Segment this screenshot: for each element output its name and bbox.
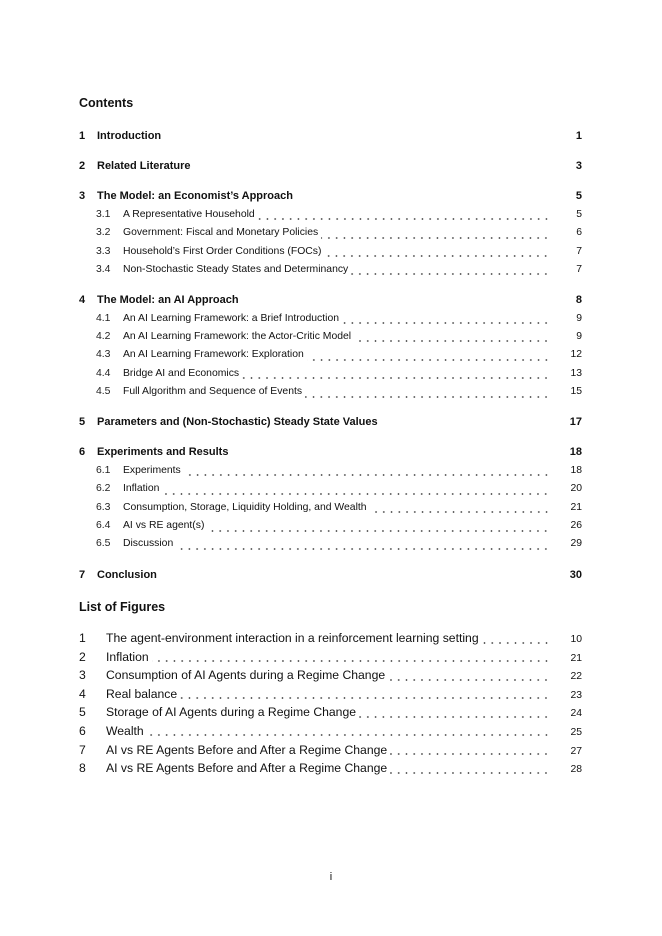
toc-subsection-entry[interactable] [79, 206, 582, 224]
entry-title[interactable]: Experiments and Results [97, 446, 229, 459]
entry-title[interactable]: Real balance [106, 686, 178, 701]
entry-number: 4.1 [96, 312, 111, 324]
leader-dots [342, 310, 550, 328]
entry-number: 5 [79, 416, 86, 429]
entry-title[interactable]: Full Algorithm and Sequence of Events [123, 386, 303, 398]
entry-number: 7 [79, 742, 86, 757]
toc-subsection-entry[interactable] [79, 328, 582, 346]
figure-entry[interactable] [79, 722, 582, 741]
figure-entry[interactable] [79, 741, 582, 760]
entry-number: 3 [79, 190, 86, 203]
entry-page: 8 [575, 294, 582, 307]
entry-page: 30 [569, 568, 582, 581]
entry-title[interactable]: Household’s First Order Conditions (FOCs) [123, 245, 322, 257]
entry-number: 2 [79, 649, 86, 664]
entry-number: 8 [79, 761, 86, 776]
entry-page: 18 [569, 446, 582, 459]
toc-subsection-entry[interactable] [79, 462, 582, 480]
entry-number: 4.4 [96, 367, 111, 379]
entry-page: 7 [576, 263, 582, 275]
entry-title[interactable]: Consumption, Storage, Liquidity Holding, and Wealth [123, 501, 367, 513]
entry-page: 29 [570, 538, 582, 550]
entry-title[interactable]: Bridge AI and Economics [123, 367, 240, 379]
entry-page: 25 [570, 726, 582, 738]
entry-page: 1 [575, 130, 582, 142]
leader-dots [184, 462, 550, 480]
entry-number: 4.5 [96, 386, 111, 398]
entry-page: 15 [570, 386, 582, 398]
entry-page: 6 [576, 227, 582, 239]
toc-subsection-entry[interactable] [79, 243, 582, 261]
toc-subsection-entry[interactable] [79, 365, 582, 383]
entry-title[interactable]: The Model: an AI Approach [97, 294, 239, 307]
leader-dots [354, 328, 550, 346]
list-of-figures [79, 629, 582, 778]
entry-title[interactable]: Storage of AI Agents during a Regime Change [106, 705, 357, 720]
figure-entry[interactable] [79, 648, 582, 667]
entry-page: 21 [570, 652, 582, 664]
entry-page: 7 [576, 245, 582, 257]
list-of-figures-heading: List of Figures [79, 600, 166, 614]
entry-title[interactable]: AI vs RE Agents Before and After a Regime Change [106, 761, 388, 776]
entry-title[interactable]: The Model: an Economist’s Approach [97, 190, 293, 203]
leader-dots [180, 685, 550, 704]
entry-title[interactable]: An AI Learning Framework: a Brief Introduction [123, 312, 340, 324]
entry-number: 6.1 [96, 464, 111, 476]
toc-subsection-entry[interactable] [79, 517, 582, 535]
figure-entry[interactable] [79, 629, 582, 648]
entry-title[interactable]: Inflation [106, 649, 149, 664]
entry-number: 3.3 [96, 245, 111, 257]
entry-number: 3.1 [96, 208, 111, 220]
entry-page: 18 [570, 464, 582, 476]
entry-title[interactable]: Introduction [97, 130, 162, 142]
entry-page: 5 [575, 190, 582, 203]
toc-subsection-entry[interactable] [79, 535, 582, 553]
toc-subsection-entry[interactable] [79, 383, 582, 401]
toc-section-entry[interactable] [79, 157, 582, 175]
leader-dots [482, 629, 550, 648]
leader-dots [162, 480, 550, 498]
entry-number: 6.2 [96, 483, 111, 495]
leader-dots [370, 499, 550, 517]
toc-subsection-entry[interactable] [79, 499, 582, 517]
entry-page: 9 [576, 312, 582, 324]
entry-page: 20 [570, 483, 582, 495]
entry-title[interactable]: The agent-environment interaction in a reinforcement learning setting [106, 631, 479, 645]
entry-number: 3.4 [96, 263, 111, 275]
leader-dots [176, 535, 550, 553]
toc-section-entry[interactable] [79, 291, 582, 309]
entry-number: 4 [79, 686, 86, 701]
leader-dots [242, 365, 550, 383]
leader-dots [307, 346, 550, 364]
leader-dots [321, 224, 550, 242]
entry-page: 12 [570, 349, 582, 361]
entry-page: 27 [570, 745, 582, 757]
entry-page: 26 [570, 520, 582, 532]
figure-entry[interactable] [79, 703, 582, 722]
entry-number: 6 [79, 723, 86, 738]
toc-subsection-entry[interactable] [79, 346, 582, 364]
leader-dots [351, 261, 550, 279]
entry-title[interactable]: Inflation [123, 483, 160, 495]
leader-dots [152, 648, 550, 667]
entry-number: 4.2 [96, 330, 111, 342]
entry-number: 6 [79, 446, 86, 459]
page-number: i [329, 871, 333, 883]
entry-title[interactable]: AI vs RE agent(s) [123, 520, 205, 532]
entry-page: 28 [570, 764, 582, 776]
toc-section-entry[interactable] [79, 187, 582, 205]
entry-page: 17 [569, 416, 582, 429]
leader-dots [390, 759, 550, 778]
entry-page: 5 [576, 208, 582, 220]
leader-dots [388, 666, 550, 685]
toc-subsection-entry[interactable] [79, 480, 582, 498]
entry-page: 9 [576, 330, 582, 342]
entry-number: 3.2 [96, 227, 111, 239]
entry-number: 1 [79, 130, 86, 142]
entry-page: 21 [570, 501, 582, 513]
figure-entry[interactable] [79, 685, 582, 704]
leader-dots [390, 741, 550, 760]
toc-section-entry[interactable] [79, 443, 582, 461]
entry-page: 22 [570, 671, 582, 683]
entry-title[interactable]: Non-Stochastic Steady States and Determinancy [123, 263, 349, 275]
entry-number: 5 [79, 705, 86, 720]
toc-subsection-entry[interactable] [79, 261, 582, 279]
entry-title[interactable]: Conclusion [97, 568, 157, 581]
entry-number: 3 [79, 668, 86, 683]
leader-dots [324, 243, 550, 261]
entry-title[interactable]: AI vs RE Agents Before and After a Regime Change [106, 742, 388, 757]
toc-subsection-entry[interactable] [79, 310, 582, 328]
entry-title[interactable]: Discussion [123, 538, 174, 550]
entry-title[interactable]: Wealth [106, 723, 144, 738]
toc-subsection-entry[interactable] [79, 224, 582, 242]
leader-dots [207, 517, 550, 535]
entry-page: 10 [570, 634, 582, 645]
entry-number: 4 [79, 294, 86, 307]
toc-section-entry[interactable] [79, 566, 582, 584]
entry-number: 7 [79, 568, 86, 581]
entry-title[interactable]: An AI Learning Framework: the Actor-Critic Model [123, 330, 352, 342]
table-of-contents [79, 127, 582, 584]
leader-dots [305, 383, 550, 401]
entry-page: 23 [570, 689, 582, 701]
entry-title[interactable]: Parameters and (Non-Stochastic) Steady State Values [97, 416, 378, 429]
leader-dots [147, 722, 550, 741]
entry-page: 24 [570, 708, 582, 720]
entry-number: 6.5 [96, 538, 111, 550]
leader-dots [359, 703, 550, 722]
entry-number: 2 [79, 160, 86, 173]
entry-title[interactable]: A Representative Household [123, 208, 255, 220]
figure-entry[interactable] [79, 759, 582, 778]
entry-title[interactable]: Government: Fiscal and Monetary Policies [123, 227, 319, 239]
entry-number: 6.4 [96, 520, 111, 532]
entry-title[interactable]: An AI Learning Framework: Exploration [123, 349, 304, 361]
entry-page: 3 [575, 160, 582, 173]
leader-dots [258, 206, 550, 224]
entry-page: 13 [570, 367, 582, 379]
entry-number: 1 [79, 631, 86, 645]
entry-title[interactable]: Related Literature [97, 160, 191, 173]
entry-number: 6.3 [96, 501, 111, 513]
entry-number: 4.3 [96, 349, 111, 361]
toc-section-entry[interactable] [79, 127, 582, 145]
toc-section-entry[interactable] [79, 413, 582, 431]
contents-heading: Contents [79, 96, 134, 110]
entry-title[interactable]: Experiments [123, 464, 181, 476]
figure-entry[interactable] [79, 666, 582, 685]
entry-title[interactable]: Consumption of AI Agents during a Regime Change [106, 668, 386, 683]
